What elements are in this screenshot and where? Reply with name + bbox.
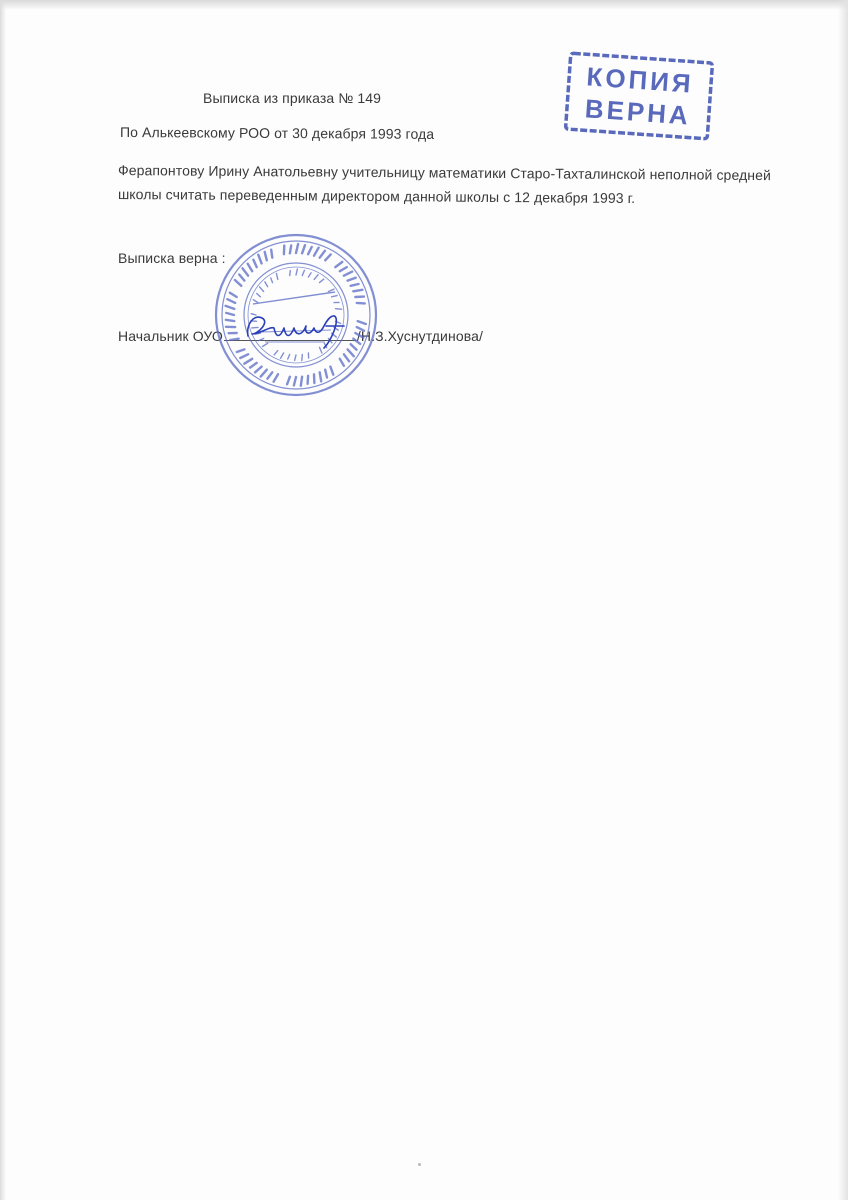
seal-letter-mark: [308, 247, 312, 254]
seal-letter-mark: [308, 376, 309, 384]
seal-letter-mark: [235, 280, 241, 286]
verified-label: Выписка верна :: [118, 250, 226, 266]
handwritten-signature: [240, 304, 350, 350]
seal-letter-mark: [320, 251, 325, 258]
seal-letter-mark: [320, 372, 322, 381]
seal-letter-mark: [325, 255, 331, 261]
seal-letter-mark: [344, 272, 352, 276]
seal-letter-mark: [301, 377, 302, 386]
seal-letter-mark: [340, 359, 344, 366]
seal-letter-mark: [271, 250, 272, 258]
seal-letter-mark: [295, 355, 296, 360]
scan-edge-right: [838, 0, 848, 1200]
seal-letter-mark: [325, 370, 327, 378]
seal-letter-mark: [267, 372, 272, 378]
chief-label: Начальник ОУО: [118, 328, 223, 344]
seal-letter-mark: [351, 284, 359, 286]
seal-letter-mark: [314, 248, 319, 256]
seal-letter-mark: [348, 278, 356, 281]
seal-letter-mark: [328, 289, 334, 291]
seal-letter-mark: [227, 299, 235, 303]
seal-letter-mark: [302, 270, 304, 275]
stamp-line-1: КОПИЯ: [585, 61, 695, 99]
seal-letter-mark: [288, 355, 290, 360]
seal-letter-mark: [330, 367, 333, 375]
seal-letter-mark: [287, 377, 290, 385]
seal-letter-mark: [308, 273, 311, 277]
seal-letter-mark: [230, 339, 239, 340]
seal-letter-mark: [239, 275, 244, 281]
seal-letter-mark: [226, 313, 234, 315]
seal-letter-mark: [230, 293, 237, 297]
seal-letter-mark: [353, 290, 362, 292]
seal-letter-mark: [358, 321, 366, 324]
seal-letter-mark: [348, 349, 354, 356]
seal-letter-mark: [243, 268, 249, 275]
seal-letter-mark: [265, 282, 268, 287]
seal-letter-mark: [355, 333, 363, 338]
seal-letter-mark: [357, 303, 365, 304]
seal-letter-mark: [255, 367, 262, 373]
seal-letter-mark: [226, 306, 235, 309]
seal-letter-mark: [274, 351, 278, 355]
seal-letter-mark: [226, 320, 235, 321]
seal-letter-mark: [258, 255, 261, 264]
stamp-line-2: ВЕРНА: [583, 93, 692, 131]
copy-verified-stamp: [562, 50, 715, 142]
seal-letter-mark: [351, 344, 357, 350]
seal-letter-mark: [294, 377, 296, 385]
seal-letter-mark: [240, 354, 248, 358]
seal-letter-mark: [253, 260, 256, 267]
seal-letter-mark: [260, 287, 264, 292]
chief-name: /Н.З.Хуснутдинова/: [356, 328, 483, 344]
seal-letter-mark: [276, 273, 277, 279]
scan-edge-top: [0, 0, 848, 10]
seal-letter-mark: [296, 269, 297, 275]
seal-letter-mark: [344, 354, 349, 361]
seal-letter-mark: [302, 355, 303, 361]
order-text-line-2: школы считать переведенным директором данной школы с 12 декабря 1993 г.: [117, 186, 636, 207]
seal-letter-mark: [257, 294, 261, 297]
seal-letter-mark: [357, 327, 364, 331]
scan-speck: [418, 1163, 421, 1166]
seal-letter-mark: [335, 262, 342, 267]
seal-letter-mark: [253, 300, 258, 303]
seal-letter-mark: [314, 275, 318, 280]
seal-letter-mark: [320, 279, 324, 283]
seal-letter-mark: [296, 244, 298, 253]
seal-letter-mark: [353, 339, 360, 344]
document-title: Выписка из приказа № 149: [203, 90, 382, 106]
seal-letter-mark: [290, 245, 291, 253]
seal-letter-mark: [248, 264, 253, 272]
seal-letter-mark: [332, 296, 338, 297]
seal-letter-mark: [274, 374, 278, 381]
document-subtitle: По Алькеевскому РОО от 30 декабря 1993 года: [119, 124, 435, 142]
seal-letter-mark: [265, 252, 267, 260]
seal-letter-mark: [244, 359, 252, 364]
order-text-line-1: Ферапонтову Ирину Анатольевну учительницу математики Старо-Тахталинской неполной средней: [117, 162, 772, 184]
seal-letter-mark: [281, 353, 284, 358]
seal-letter-mark: [340, 267, 347, 271]
seal-letter-mark: [250, 363, 257, 368]
seal-letter-mark: [271, 278, 273, 283]
seal-letter-mark: [261, 370, 267, 377]
seal-letter-mark: [302, 245, 305, 253]
scan-edge-left: [0, 0, 6, 1200]
seal-letter-mark: [290, 271, 291, 276]
